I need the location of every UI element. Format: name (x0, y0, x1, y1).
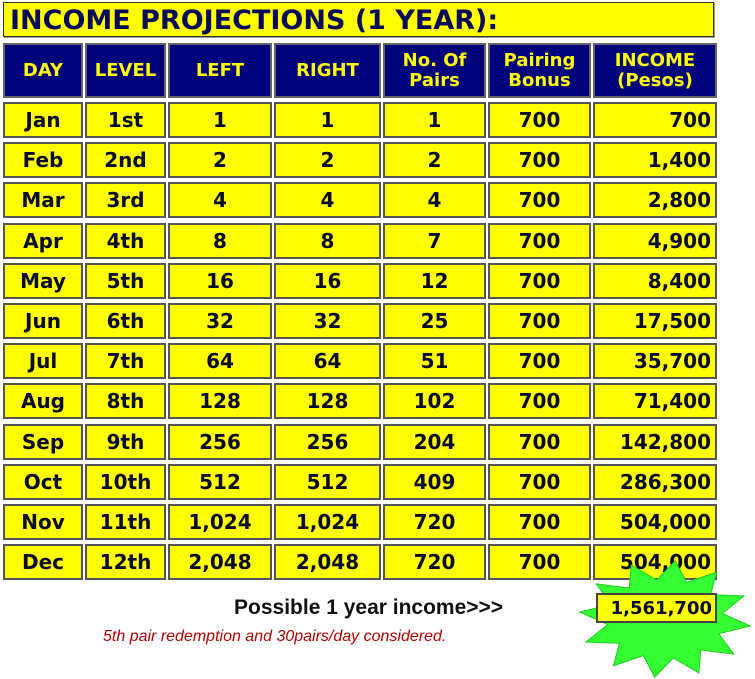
cell-day: Oct (3, 464, 83, 500)
cell-level: 10th (85, 464, 166, 500)
cell-pairs: 51 (383, 343, 486, 379)
cell-day: Mar (3, 182, 83, 218)
cell-pairs: 102 (383, 383, 486, 419)
cell-pairs: 720 (383, 504, 486, 540)
cell-pairs: 720 (383, 544, 486, 580)
cell-right: 2 (274, 142, 381, 178)
cell-bonus: 700 (488, 343, 591, 379)
cell-bonus: 700 (488, 504, 591, 540)
cell-right: 1,024 (274, 504, 381, 540)
cell-level: 7th (85, 343, 166, 379)
cell-left: 4 (168, 182, 272, 218)
cell-day: Aug (3, 383, 83, 419)
cell-day: Jul (3, 343, 83, 379)
cell-income: 71,400 (593, 383, 717, 419)
cell-bonus: 700 (488, 182, 591, 218)
cell-bonus: 700 (488, 464, 591, 500)
cell-level: 1st (85, 102, 166, 138)
cell-day: May (3, 263, 83, 299)
cell-pairs: 12 (383, 263, 486, 299)
cell-pairs: 2 (383, 142, 486, 178)
cell-level: 3rd (85, 182, 166, 218)
header-income: INCOME (Pesos) (593, 43, 717, 98)
cell-right: 1 (274, 102, 381, 138)
cell-left: 1,024 (168, 504, 272, 540)
cell-income: 504,000 (593, 544, 717, 580)
cell-day: Apr (3, 223, 83, 259)
cell-level: 11th (85, 504, 166, 540)
cell-day: Nov (3, 504, 83, 540)
cell-level: 8th (85, 383, 166, 419)
possible-income-label: Possible 1 year income>>> (234, 596, 504, 619)
cell-income: 35,700 (593, 343, 717, 379)
header-level: LEVEL (85, 43, 166, 98)
cell-level: 4th (85, 223, 166, 259)
cell-income: 4,900 (593, 223, 717, 259)
cell-left: 2,048 (168, 544, 272, 580)
cell-income: 8,400 (593, 263, 717, 299)
cell-bonus: 700 (488, 544, 591, 580)
cell-bonus: 700 (488, 383, 591, 419)
cell-income: 142,800 (593, 424, 717, 460)
cell-day: Sep (3, 424, 83, 460)
cell-bonus: 700 (488, 223, 591, 259)
cell-level: 12th (85, 544, 166, 580)
footnote: 5th pair redemption and 30pairs/day considered. (103, 628, 447, 645)
cell-day: Feb (3, 142, 83, 178)
cell-income: 2,800 (593, 182, 717, 218)
cell-left: 8 (168, 223, 272, 259)
cell-pairs: 409 (383, 464, 486, 500)
cell-bonus: 700 (488, 424, 591, 460)
cell-bonus: 700 (488, 303, 591, 339)
cell-pairs: 204 (383, 424, 486, 460)
cell-right: 2,048 (274, 544, 381, 580)
cell-day: Dec (3, 544, 83, 580)
cell-right: 4 (274, 182, 381, 218)
cell-bonus: 700 (488, 142, 591, 178)
cell-left: 2 (168, 142, 272, 178)
header-left: LEFT (168, 43, 272, 98)
header-bonus: Pairing Bonus (488, 43, 591, 98)
cell-left: 32 (168, 303, 272, 339)
cell-pairs: 4 (383, 182, 486, 218)
cell-left: 256 (168, 424, 272, 460)
cell-level: 6th (85, 303, 166, 339)
cell-income: 700 (593, 102, 717, 138)
header-right: RIGHT (274, 43, 381, 98)
cell-left: 512 (168, 464, 272, 500)
cell-right: 16 (274, 263, 381, 299)
cell-right: 32 (274, 303, 381, 339)
cell-level: 5th (85, 263, 166, 299)
cell-right: 128 (274, 383, 381, 419)
cell-left: 1 (168, 102, 272, 138)
cell-pairs: 7 (383, 223, 486, 259)
cell-right: 64 (274, 343, 381, 379)
cell-day: Jan (3, 102, 83, 138)
cell-bonus: 700 (488, 102, 591, 138)
cell-left: 16 (168, 263, 272, 299)
cell-income: 1,400 (593, 142, 717, 178)
cell-right: 8 (274, 223, 381, 259)
cell-income: 17,500 (593, 303, 717, 339)
cell-pairs: 25 (383, 303, 486, 339)
cell-level: 9th (85, 424, 166, 460)
header-day: DAY (3, 43, 83, 98)
cell-left: 64 (168, 343, 272, 379)
total-income-value: 1,561,700 (596, 593, 717, 623)
cell-day: Jun (3, 303, 83, 339)
cell-right: 512 (274, 464, 381, 500)
cell-income: 504,000 (593, 504, 717, 540)
header-pairs: No. Of Pairs (383, 43, 486, 98)
cell-right: 256 (274, 424, 381, 460)
cell-income: 286,300 (593, 464, 717, 500)
page-title: INCOME PROJECTIONS (1 YEAR): (3, 2, 714, 37)
cell-left: 128 (168, 383, 272, 419)
cell-pairs: 1 (383, 102, 486, 138)
cell-level: 2nd (85, 142, 166, 178)
cell-bonus: 700 (488, 263, 591, 299)
